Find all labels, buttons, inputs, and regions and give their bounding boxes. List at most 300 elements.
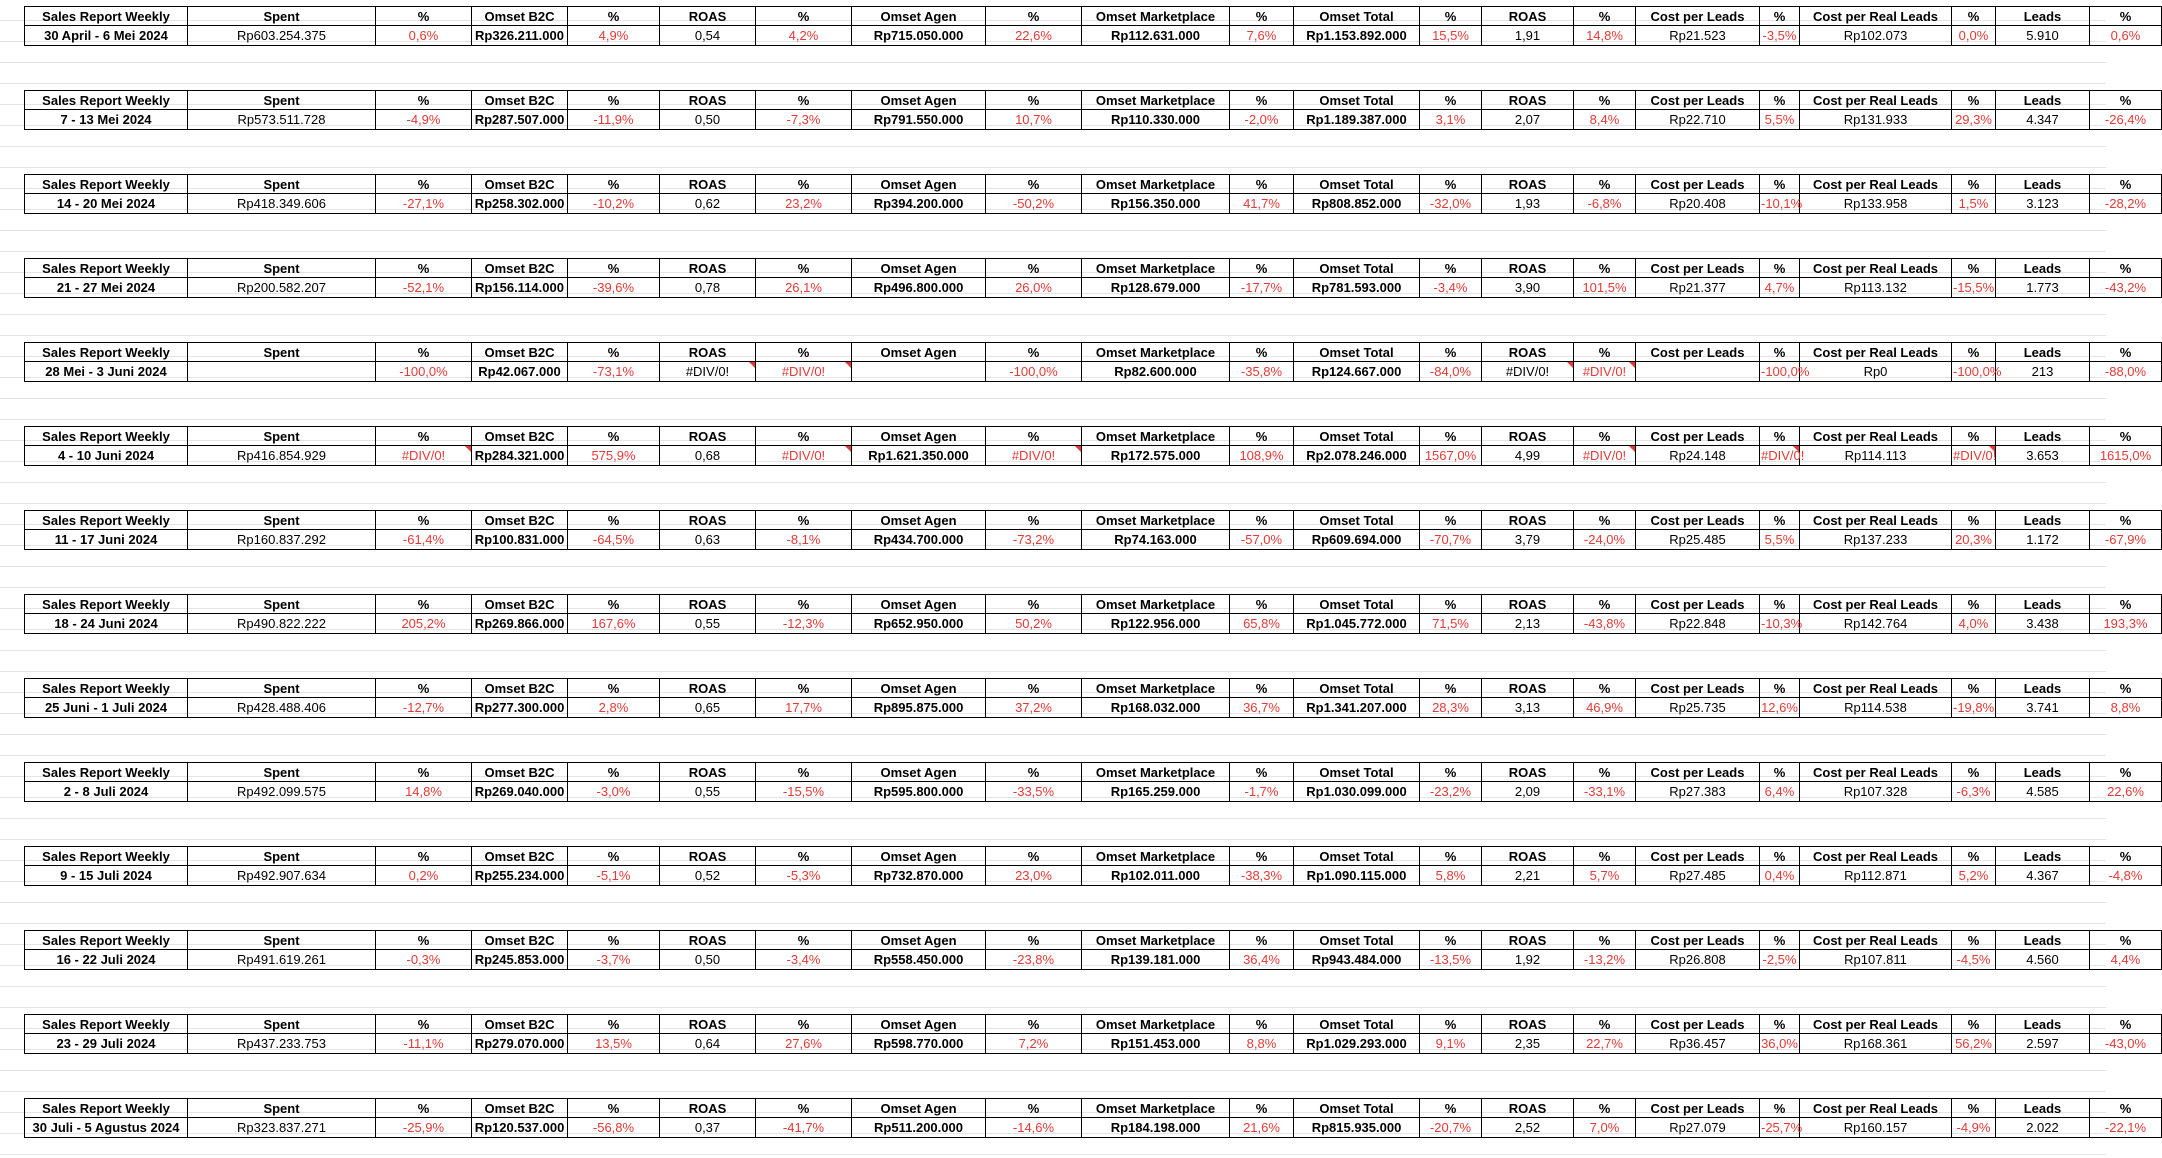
header-cell[interactable]: % [2090,510,2162,530]
percent-cell[interactable]: -12,7% [376,698,472,718]
header-cell[interactable]: Omset Marketplace [1082,6,1230,26]
header-cell[interactable]: Spent [188,1014,376,1034]
header-cell[interactable]: Omset Marketplace [1082,678,1230,698]
percent-cell[interactable]: -43,2% [2090,278,2162,298]
percent-cell[interactable]: -4,8% [2090,866,2162,886]
percent-cell[interactable]: -43,8% [1574,614,1636,634]
value-cell[interactable]: Rp112.631.000 [1082,26,1230,46]
value-cell[interactable]: 3.741 [1996,698,2090,718]
header-cell[interactable]: ROAS [660,174,756,194]
value-cell[interactable]: Rp114.113 [1800,446,1952,466]
header-cell[interactable]: Leads [1996,846,2090,866]
header-cell[interactable]: % [1952,426,1996,446]
header-cell[interactable]: Omset Agen [852,678,986,698]
header-cell[interactable]: % [756,426,852,446]
value-cell[interactable]: Rp652.950.000 [852,614,986,634]
header-cell[interactable]: % [1952,762,1996,782]
percent-cell[interactable]: 1567,0% [1420,446,1482,466]
value-cell[interactable]: 213 [1996,362,2090,382]
header-cell[interactable]: ROAS [660,1098,756,1118]
percent-cell[interactable]: -100,0% [1760,362,1800,382]
value-cell[interactable]: Rp82.600.000 [1082,362,1230,382]
percent-cell[interactable]: -1,7% [1230,782,1294,802]
value-cell[interactable] [852,362,986,382]
header-cell[interactable]: % [2090,846,2162,866]
percent-cell[interactable]: -8,1% [756,530,852,550]
value-cell[interactable]: 0,37 [660,1118,756,1138]
value-cell[interactable]: Rp245.853.000 [472,950,568,970]
value-cell[interactable]: Rp595.800.000 [852,782,986,802]
value-cell[interactable]: 0,55 [660,614,756,634]
header-cell[interactable]: ROAS [660,426,756,446]
value-cell[interactable]: 5.910 [1996,26,2090,46]
percent-cell[interactable]: 575,9% [568,446,660,466]
header-cell[interactable]: Omset B2C [472,846,568,866]
header-cell[interactable]: % [756,1098,852,1118]
header-cell[interactable]: Spent [188,594,376,614]
header-cell[interactable]: % [376,258,472,278]
percent-cell[interactable]: -5,3% [756,866,852,886]
value-cell[interactable]: Rp284.321.000 [472,446,568,466]
header-cell[interactable]: % [2090,258,2162,278]
percent-cell[interactable]: 0,6% [376,26,472,46]
header-cell[interactable]: Sales Report Weekly [24,174,188,194]
header-cell[interactable]: % [1420,594,1482,614]
header-cell[interactable]: Spent [188,426,376,446]
header-cell[interactable]: % [1230,846,1294,866]
header-cell[interactable]: Omset B2C [472,1014,568,1034]
percent-cell[interactable]: -5,1% [568,866,660,886]
value-cell[interactable]: Rp112.871 [1800,866,1952,886]
percent-cell[interactable]: 22,6% [2090,782,2162,802]
header-cell[interactable]: % [1574,594,1636,614]
value-cell[interactable]: Rp107.811 [1800,950,1952,970]
header-cell[interactable]: Omset Marketplace [1082,762,1230,782]
header-cell[interactable]: % [376,426,472,446]
percent-cell[interactable]: -25,7% [1760,1118,1800,1138]
value-cell[interactable]: 3,90 [1482,278,1574,298]
percent-cell[interactable]: 36,0% [1760,1034,1800,1054]
header-cell[interactable]: % [1230,90,1294,110]
header-cell[interactable]: Omset Total [1294,258,1420,278]
percent-cell[interactable]: -100,0% [1952,362,1996,382]
percent-cell[interactable]: -10,1% [1760,194,1800,214]
percent-cell[interactable]: -15,5% [1952,278,1996,298]
header-cell[interactable]: Cost per Leads [1636,1098,1760,1118]
header-cell[interactable]: ROAS [660,762,756,782]
value-cell[interactable]: Rp269.040.000 [472,782,568,802]
value-cell[interactable]: Rp74.163.000 [1082,530,1230,550]
percent-cell[interactable]: 108,9% [1230,446,1294,466]
value-cell[interactable]: Rp42.067.000 [472,362,568,382]
header-cell[interactable]: Leads [1996,510,2090,530]
value-cell[interactable]: Rp160.837.292 [188,530,376,550]
header-cell[interactable]: Sales Report Weekly [24,930,188,950]
value-cell[interactable]: Rp156.114.000 [472,278,568,298]
header-cell[interactable]: ROAS [1482,762,1574,782]
value-cell[interactable]: 1,92 [1482,950,1574,970]
value-cell[interactable]: 1.172 [1996,530,2090,550]
header-cell[interactable]: Omset Marketplace [1082,510,1230,530]
value-cell[interactable]: 4,99 [1482,446,1574,466]
header-cell[interactable]: % [1420,678,1482,698]
value-cell[interactable]: Rp27.383 [1636,782,1760,802]
header-cell[interactable]: % [1574,90,1636,110]
percent-cell[interactable]: 2,8% [568,698,660,718]
percent-cell[interactable]: 36,7% [1230,698,1294,718]
value-cell[interactable]: 0,65 [660,698,756,718]
header-cell[interactable]: Cost per Real Leads [1800,342,1952,362]
header-cell[interactable]: Omset Total [1294,342,1420,362]
header-cell[interactable]: % [568,6,660,26]
header-cell[interactable]: Sales Report Weekly [24,678,188,698]
value-cell[interactable]: 2,21 [1482,866,1574,886]
header-cell[interactable]: % [1230,426,1294,446]
header-cell[interactable]: % [1574,174,1636,194]
value-cell[interactable]: #DIV/0! [660,362,756,382]
header-cell[interactable]: Omset Agen [852,6,986,26]
percent-cell[interactable]: -13,2% [1574,950,1636,970]
percent-cell[interactable]: -56,8% [568,1118,660,1138]
header-cell[interactable]: Spent [188,90,376,110]
header-cell[interactable]: % [1952,678,1996,698]
value-cell[interactable]: Rp22.710 [1636,110,1760,130]
value-cell[interactable]: Rp1.030.099.000 [1294,782,1420,802]
value-cell[interactable]: Rp558.450.000 [852,950,986,970]
header-cell[interactable]: Omset Total [1294,846,1420,866]
header-cell[interactable]: % [1574,1014,1636,1034]
value-cell[interactable]: Rp323.837.271 [188,1118,376,1138]
header-cell[interactable]: ROAS [1482,678,1574,698]
header-cell[interactable]: Omset B2C [472,930,568,950]
header-cell[interactable]: % [1420,846,1482,866]
percent-cell[interactable]: -33,5% [986,782,1082,802]
value-cell[interactable]: 3.123 [1996,194,2090,214]
percent-cell[interactable]: -41,7% [756,1118,852,1138]
value-cell[interactable]: 0,68 [660,446,756,466]
header-cell[interactable]: % [756,6,852,26]
value-cell[interactable]: 0,78 [660,278,756,298]
header-cell[interactable]: % [2090,678,2162,698]
percent-cell[interactable]: -35,8% [1230,362,1294,382]
header-cell[interactable]: % [376,594,472,614]
value-cell[interactable]: Rp25.485 [1636,530,1760,550]
header-cell[interactable]: % [1420,1098,1482,1118]
value-cell[interactable]: 2,09 [1482,782,1574,802]
header-cell[interactable]: Cost per Real Leads [1800,426,1952,446]
header-cell[interactable]: % [1952,90,1996,110]
header-cell[interactable]: % [2090,594,2162,614]
header-cell[interactable]: % [1952,6,1996,26]
percent-cell[interactable]: 5,2% [1952,866,1996,886]
header-cell[interactable]: % [568,90,660,110]
value-cell[interactable]: Rp2.078.246.000 [1294,446,1420,466]
header-cell[interactable]: % [1230,678,1294,698]
header-cell[interactable]: % [756,678,852,698]
value-cell[interactable]: Rp815.935.000 [1294,1118,1420,1138]
value-cell[interactable]: Rp21.523 [1636,26,1760,46]
percent-cell[interactable]: 14,8% [1574,26,1636,46]
percent-cell[interactable]: -67,9% [2090,530,2162,550]
percent-cell[interactable]: 26,0% [986,278,1082,298]
header-cell[interactable]: Spent [188,846,376,866]
header-cell[interactable]: ROAS [660,510,756,530]
header-cell[interactable]: % [1230,930,1294,950]
header-cell[interactable]: Sales Report Weekly [24,1098,188,1118]
header-cell[interactable]: % [1230,258,1294,278]
header-cell[interactable]: Leads [1996,678,2090,698]
value-cell[interactable]: Rp416.854.929 [188,446,376,466]
value-cell[interactable]: Rp100.831.000 [472,530,568,550]
header-cell[interactable]: Cost per Leads [1636,174,1760,194]
header-cell[interactable]: % [1952,1098,1996,1118]
percent-cell[interactable]: -38,3% [1230,866,1294,886]
percent-cell[interactable]: -20,7% [1420,1118,1482,1138]
header-cell[interactable]: Omset B2C [472,678,568,698]
header-cell[interactable]: Cost per Leads [1636,6,1760,26]
header-cell[interactable]: ROAS [1482,6,1574,26]
percent-cell[interactable]: 4,9% [568,26,660,46]
percent-cell[interactable]: -84,0% [1420,362,1482,382]
header-cell[interactable]: ROAS [660,594,756,614]
percent-cell[interactable]: 4,7% [1760,278,1800,298]
header-cell[interactable]: Cost per Real Leads [1800,762,1952,782]
percent-cell[interactable]: -33,1% [1574,782,1636,802]
header-cell[interactable]: Omset Total [1294,594,1420,614]
value-cell[interactable]: Rp258.302.000 [472,194,568,214]
header-cell[interactable]: Sales Report Weekly [24,258,188,278]
header-cell[interactable]: % [986,1014,1082,1034]
percent-cell[interactable]: -4,5% [1952,950,1996,970]
percent-cell[interactable]: 7,6% [1230,26,1294,46]
percent-cell[interactable]: -17,7% [1230,278,1294,298]
header-cell[interactable]: Omset Agen [852,1014,986,1034]
week-cell[interactable]: 4 - 10 Juni 2024 [24,446,188,466]
header-cell[interactable]: Cost per Leads [1636,510,1760,530]
percent-cell[interactable]: 5,7% [1574,866,1636,886]
header-cell[interactable]: % [1420,6,1482,26]
header-cell[interactable]: Omset B2C [472,90,568,110]
value-cell[interactable]: Rp1.045.772.000 [1294,614,1420,634]
header-cell[interactable]: ROAS [1482,930,1574,950]
value-cell[interactable]: Rp490.822.222 [188,614,376,634]
header-cell[interactable]: % [756,594,852,614]
header-cell[interactable]: Spent [188,342,376,362]
week-cell[interactable]: 30 Juli - 5 Agustus 2024 [24,1118,188,1138]
value-cell[interactable]: Rp20.408 [1636,194,1760,214]
header-cell[interactable]: % [568,342,660,362]
percent-cell[interactable]: 12,6% [1760,698,1800,718]
header-cell[interactable]: % [1760,258,1800,278]
percent-cell[interactable]: -11,9% [568,110,660,130]
value-cell[interactable]: Rp184.198.000 [1082,1118,1230,1138]
header-cell[interactable]: ROAS [1482,174,1574,194]
value-cell[interactable]: Rp102.073 [1800,26,1952,46]
value-cell[interactable]: Rp1.189.387.000 [1294,110,1420,130]
header-cell[interactable]: Omset Marketplace [1082,426,1230,446]
percent-cell[interactable]: -3,5% [1760,26,1800,46]
percent-cell[interactable]: 36,4% [1230,950,1294,970]
header-cell[interactable]: % [1952,258,1996,278]
header-cell[interactable]: Cost per Real Leads [1800,930,1952,950]
value-cell[interactable]: Rp808.852.000 [1294,194,1420,214]
header-cell[interactable]: % [986,342,1082,362]
header-cell[interactable]: Omset Total [1294,678,1420,698]
value-cell[interactable]: Rp36.457 [1636,1034,1760,1054]
header-cell[interactable]: Sales Report Weekly [24,846,188,866]
value-cell[interactable]: Rp21.377 [1636,278,1760,298]
week-cell[interactable]: 7 - 13 Mei 2024 [24,110,188,130]
percent-cell[interactable]: 10,7% [986,110,1082,130]
header-cell[interactable]: ROAS [660,6,756,26]
percent-cell[interactable]: -12,3% [756,614,852,634]
header-cell[interactable]: % [1760,426,1800,446]
header-cell[interactable]: % [986,594,1082,614]
value-cell[interactable]: 1,93 [1482,194,1574,214]
header-cell[interactable]: Leads [1996,1098,2090,1118]
header-cell[interactable]: % [1574,6,1636,26]
header-cell[interactable]: Omset Agen [852,90,986,110]
week-cell[interactable]: 14 - 20 Mei 2024 [24,194,188,214]
percent-cell[interactable]: -26,4% [2090,110,2162,130]
header-cell[interactable]: Omset Agen [852,426,986,446]
header-cell[interactable]: % [1760,6,1800,26]
value-cell[interactable]: 0,52 [660,866,756,886]
percent-cell[interactable]: #DIV/0! [986,446,1082,466]
value-cell[interactable]: Rp128.679.000 [1082,278,1230,298]
value-cell[interactable]: 0,54 [660,26,756,46]
header-cell[interactable]: Omset Marketplace [1082,846,1230,866]
value-cell[interactable]: Rp168.032.000 [1082,698,1230,718]
header-cell[interactable]: % [1230,342,1294,362]
header-cell[interactable]: % [1760,678,1800,698]
value-cell[interactable]: Rp428.488.406 [188,698,376,718]
percent-cell[interactable]: 101,5% [1574,278,1636,298]
header-cell[interactable]: Leads [1996,258,2090,278]
percent-cell[interactable]: 0,2% [376,866,472,886]
header-cell[interactable]: Omset Total [1294,510,1420,530]
value-cell[interactable]: Rp1.153.892.000 [1294,26,1420,46]
value-cell[interactable]: Rp511.200.000 [852,1118,986,1138]
header-cell[interactable]: ROAS [1482,426,1574,446]
header-cell[interactable]: % [986,762,1082,782]
percent-cell[interactable]: -24,0% [1574,530,1636,550]
header-cell[interactable]: Omset B2C [472,6,568,26]
header-cell[interactable]: ROAS [1482,846,1574,866]
percent-cell[interactable]: 4,0% [1952,614,1996,634]
header-cell[interactable]: Cost per Real Leads [1800,510,1952,530]
header-cell[interactable]: % [1230,594,1294,614]
header-cell[interactable]: Omset Total [1294,426,1420,446]
percent-cell[interactable]: -4,9% [376,110,472,130]
header-cell[interactable]: Leads [1996,174,2090,194]
value-cell[interactable]: Rp122.956.000 [1082,614,1230,634]
percent-cell[interactable]: 0,4% [1760,866,1800,886]
header-cell[interactable]: ROAS [660,846,756,866]
percent-cell[interactable]: 13,5% [568,1034,660,1054]
value-cell[interactable]: Rp107.328 [1800,782,1952,802]
value-cell[interactable]: Rp269.866.000 [472,614,568,634]
header-cell[interactable]: Cost per Leads [1636,342,1760,362]
value-cell[interactable]: Rp151.453.000 [1082,1034,1230,1054]
header-cell[interactable]: Spent [188,6,376,26]
header-cell[interactable]: % [2090,930,2162,950]
percent-cell[interactable]: 205,2% [376,614,472,634]
header-cell[interactable]: ROAS [1482,594,1574,614]
header-cell[interactable]: % [1760,1014,1800,1034]
percent-cell[interactable]: -14,6% [986,1118,1082,1138]
header-cell[interactable]: % [1760,762,1800,782]
value-cell[interactable]: Rp24.148 [1636,446,1760,466]
percent-cell[interactable]: #DIV/0! [376,446,472,466]
header-cell[interactable]: Omset B2C [472,258,568,278]
week-cell[interactable]: 28 Mei - 3 Juni 2024 [24,362,188,382]
value-cell[interactable]: Rp133.958 [1800,194,1952,214]
header-cell[interactable]: % [376,6,472,26]
value-cell[interactable]: Rp791.550.000 [852,110,986,130]
header-cell[interactable]: Cost per Real Leads [1800,594,1952,614]
value-cell[interactable]: 3.653 [1996,446,2090,466]
percent-cell[interactable]: 29,3% [1952,110,1996,130]
value-cell[interactable]: Rp113.132 [1800,278,1952,298]
header-cell[interactable]: Omset Agen [852,174,986,194]
percent-cell[interactable]: 22,7% [1574,1034,1636,1054]
week-cell[interactable]: 2 - 8 Juli 2024 [24,782,188,802]
header-cell[interactable]: % [1230,174,1294,194]
value-cell[interactable]: 0,55 [660,782,756,802]
header-cell[interactable]: % [568,678,660,698]
percent-cell[interactable]: -50,2% [986,194,1082,214]
percent-cell[interactable]: -0,3% [376,950,472,970]
value-cell[interactable]: Rp168.361 [1800,1034,1952,1054]
week-cell[interactable]: 30 April - 6 Mei 2024 [24,26,188,46]
header-cell[interactable]: Cost per Real Leads [1800,1098,1952,1118]
value-cell[interactable]: Rp142.764 [1800,614,1952,634]
percent-cell[interactable]: -2,0% [1230,110,1294,130]
value-cell[interactable]: 0,50 [660,110,756,130]
header-cell[interactable]: % [1760,1098,1800,1118]
header-cell[interactable]: % [756,174,852,194]
header-cell[interactable]: Leads [1996,930,2090,950]
percent-cell[interactable]: 71,5% [1420,614,1482,634]
header-cell[interactable]: % [1760,930,1800,950]
header-cell[interactable]: % [2090,174,2162,194]
header-cell[interactable]: Cost per Real Leads [1800,6,1952,26]
value-cell[interactable]: Rp131.933 [1800,110,1952,130]
header-cell[interactable]: Cost per Real Leads [1800,174,1952,194]
header-cell[interactable]: % [1952,174,1996,194]
header-cell[interactable]: Cost per Leads [1636,846,1760,866]
value-cell[interactable]: 3.438 [1996,614,2090,634]
header-cell[interactable]: % [1420,930,1482,950]
header-cell[interactable]: % [2090,762,2162,782]
header-cell[interactable]: ROAS [660,930,756,950]
value-cell[interactable] [188,362,376,382]
header-cell[interactable]: % [1420,174,1482,194]
header-cell[interactable]: ROAS [660,342,756,362]
value-cell[interactable]: Rp492.907.634 [188,866,376,886]
value-cell[interactable]: 4.585 [1996,782,2090,802]
header-cell[interactable]: % [568,846,660,866]
header-cell[interactable]: % [986,846,1082,866]
header-cell[interactable]: % [568,930,660,950]
header-cell[interactable]: ROAS [660,258,756,278]
value-cell[interactable]: Rp26.808 [1636,950,1760,970]
value-cell[interactable]: Rp492.099.575 [188,782,376,802]
percent-cell[interactable]: -61,4% [376,530,472,550]
percent-cell[interactable]: -2,5% [1760,950,1800,970]
percent-cell[interactable]: -13,5% [1420,950,1482,970]
